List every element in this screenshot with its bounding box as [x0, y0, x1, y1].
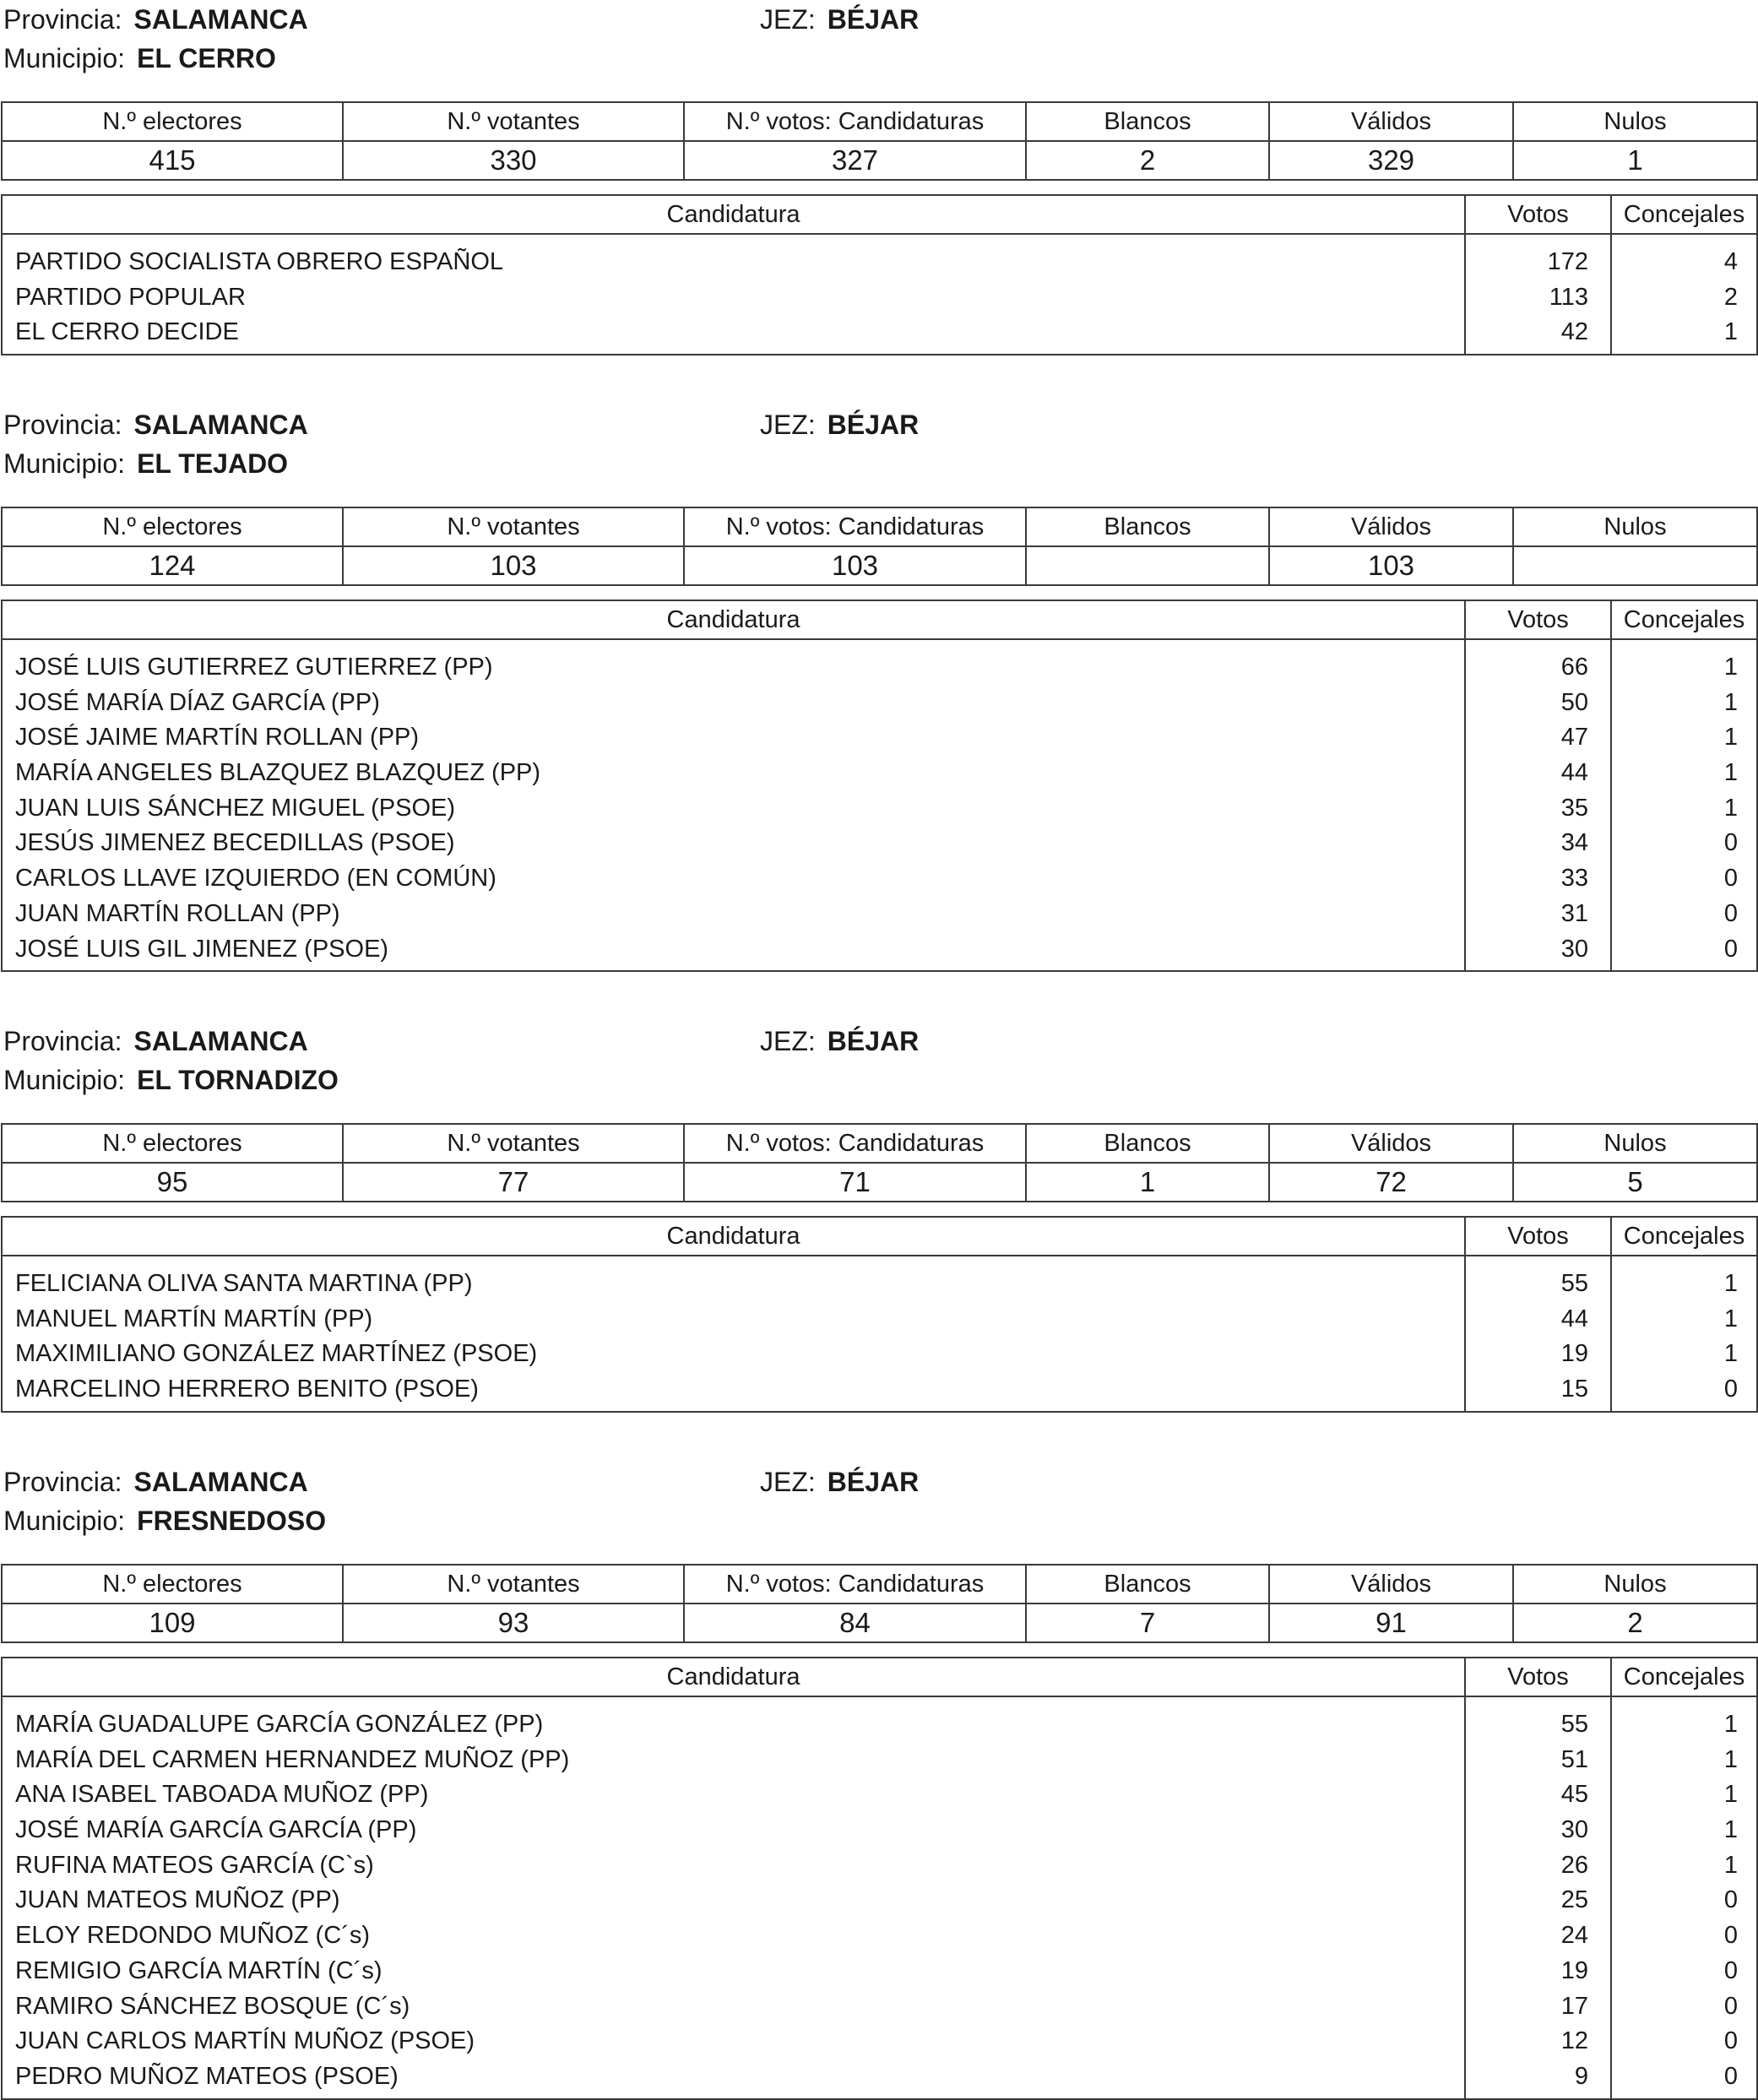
provincia-value: SALAMANCA	[133, 1026, 308, 1056]
candidate-concejales: 1	[1723, 688, 1738, 716]
candidate-votes: 50	[1560, 688, 1588, 716]
candidate-name: PARTIDO SOCIALISTA OBRERO ESPAÑOL	[15, 248, 504, 275]
validos-header: Válidos	[1269, 1565, 1513, 1603]
candidate-name: MARÍA DEL CARMEN HERNANDEZ MUÑOZ (PP)	[15, 1745, 570, 1773]
candidate-votes: 33	[1560, 865, 1588, 893]
candidate-votes: 9	[1574, 2062, 1588, 2090]
candidate-concejales: 0	[1723, 1956, 1738, 1984]
block-header	[0, 1022, 1758, 1099]
candidate-votes: 45	[1560, 1781, 1588, 1809]
candidate-concejales: 1	[1723, 318, 1738, 346]
candidates-header-row	[2, 600, 1757, 639]
summary-value-row	[2, 1603, 1757, 1642]
municipio-line	[3, 39, 276, 78]
nulos-header: Nulos	[1513, 1565, 1757, 1603]
jez-label: JEZ:	[760, 1026, 816, 1056]
votantes-header: N.º votantes	[343, 1565, 684, 1603]
candidatura-header: Candidatura	[2, 1658, 1465, 1696]
candidate-votes: 42	[1560, 318, 1588, 346]
candidate-concejales: 1	[1723, 1851, 1738, 1879]
electores-value: 415	[2, 141, 343, 180]
provincia-line	[3, 1462, 308, 1501]
votantes-header: N.º votantes	[343, 102, 684, 141]
candidate-votes: 34	[1560, 829, 1588, 857]
candidate-name: JOSÉ MARÍA DÍAZ GARCÍA (PP)	[15, 688, 380, 716]
candidate-name: CARLOS LLAVE IZQUIERDO (EN COMÚN)	[15, 865, 496, 893]
nulos-header: Nulos	[1513, 102, 1757, 141]
candidates-header-row	[2, 1217, 1757, 1256]
validos-value: 72	[1269, 1163, 1513, 1202]
candidate-votes: 55	[1560, 1270, 1588, 1297]
provincia-value: SALAMANCA	[133, 1467, 308, 1497]
provincia-value: SALAMANCA	[133, 4, 308, 35]
municipio-line	[3, 1061, 339, 1099]
candidate-names-column	[2, 639, 1465, 971]
candidate-votes: 26	[1560, 1851, 1588, 1879]
candidates-header-row	[2, 195, 1757, 234]
validos-value: 329	[1269, 141, 1513, 180]
blancos-header: Blancos	[1026, 507, 1269, 546]
candidate-name: JUAN MATEOS MUÑOZ (PP)	[15, 1886, 340, 1914]
electores-value: 124	[2, 546, 343, 585]
block-header	[0, 1462, 1758, 1540]
votos-candidaturas-header: N.º votos: Candidaturas	[684, 1124, 1026, 1163]
candidate-concejales: 1	[1723, 1816, 1738, 1844]
candidate-name: MANUEL MARTÍN MARTÍN (PP)	[15, 1305, 373, 1332]
candidate-votes: 19	[1560, 1956, 1588, 1984]
candidate-name: RAMIRO SÁNCHEZ BOSQUE (C´s)	[15, 1992, 410, 2020]
summary-header-row	[2, 1124, 1757, 1163]
municipality-block-el-tejado	[0, 405, 1758, 963]
candidates-table	[1, 1657, 1758, 2100]
municipality-block-el-tornadizo	[0, 1022, 1758, 1410]
summary-table	[1, 1564, 1758, 1643]
candidate-concejales: 1	[1723, 759, 1738, 787]
candidate-concejales: 0	[1723, 899, 1738, 927]
candidatura-header: Candidatura	[2, 600, 1465, 639]
summary-table	[1, 101, 1758, 181]
candidate-concejales: 1	[1723, 724, 1738, 752]
candidate-concejales-column	[1611, 234, 1757, 355]
jez-value: BÉJAR	[827, 1467, 920, 1497]
nulos-header: Nulos	[1513, 507, 1757, 546]
municipio-value: EL TORNADIZO	[137, 1065, 339, 1095]
candidates-body	[2, 1696, 1757, 2099]
provincia-line	[3, 1022, 308, 1061]
jez-line	[760, 405, 919, 444]
candidate-name: JOSÉ LUIS GUTIERREZ GUTIERREZ (PP)	[15, 654, 493, 681]
blancos-value	[1026, 546, 1269, 585]
jez-label: JEZ:	[760, 4, 816, 35]
candidate-name: JESÚS JIMENEZ BECEDILLAS (PSOE)	[15, 829, 455, 857]
provincia-line	[3, 405, 308, 444]
blancos-value: 1	[1026, 1163, 1269, 1202]
candidate-concejales: 1	[1723, 1340, 1738, 1368]
votos-candidaturas-value: 103	[684, 546, 1026, 585]
candidate-votes: 30	[1560, 1816, 1588, 1844]
jez-label: JEZ:	[760, 1467, 816, 1497]
candidate-name: JUAN MARTÍN ROLLAN (PP)	[15, 899, 340, 927]
votantes-value: 103	[343, 546, 684, 585]
candidatura-header: Candidatura	[2, 195, 1465, 234]
provincia-label: Provincia:	[3, 410, 122, 440]
validos-value: 91	[1269, 1603, 1513, 1642]
candidate-concejales: 1	[1723, 1305, 1738, 1332]
candidate-votes-column	[1465, 639, 1611, 971]
votos-header: Votos	[1465, 195, 1611, 234]
municipio-value: EL TEJADO	[137, 448, 289, 479]
votos-candidaturas-value: 71	[684, 1163, 1026, 1202]
candidate-name: JOSÉ MARÍA GARCÍA GARCÍA (PP)	[15, 1816, 417, 1844]
nulos-value: 1	[1513, 141, 1757, 180]
jez-value: BÉJAR	[827, 4, 920, 35]
candidates-body	[2, 234, 1757, 355]
votos-header: Votos	[1465, 1217, 1611, 1256]
candidate-votes-column	[1465, 1696, 1611, 2099]
votantes-value: 93	[343, 1603, 684, 1642]
jez-label: JEZ:	[760, 410, 816, 440]
candidate-concejales: 0	[1723, 1992, 1738, 2020]
municipio-line	[3, 1501, 326, 1540]
candidate-name: MARCELINO HERRERO BENITO (PSOE)	[15, 1376, 479, 1403]
candidate-votes: 17	[1560, 1992, 1588, 2020]
candidate-name: JUAN CARLOS MARTÍN MUÑOZ (PSOE)	[15, 2027, 475, 2055]
concejales-header: Concejales	[1611, 195, 1757, 234]
candidate-names-column	[2, 1256, 1465, 1412]
candidate-name: JOSÉ JAIME MARTÍN ROLLAN (PP)	[15, 724, 420, 752]
candidates-header-row	[2, 1658, 1757, 1696]
candidate-votes: 113	[1549, 283, 1588, 311]
candidate-concejales: 0	[1723, 2062, 1738, 2090]
municipio-line	[3, 444, 288, 483]
votos-header: Votos	[1465, 1658, 1611, 1696]
votos-candidaturas-value: 84	[684, 1603, 1026, 1642]
candidate-name: RUFINA MATEOS GARCÍA (C`s)	[15, 1851, 374, 1879]
candidate-name: ANA ISABEL TABOADA MUÑOZ (PP)	[15, 1781, 429, 1809]
candidate-votes: 15	[1560, 1376, 1588, 1403]
concejales-header: Concejales	[1611, 1217, 1757, 1256]
block-header	[0, 405, 1758, 483]
votos-candidaturas-header: N.º votos: Candidaturas	[684, 1565, 1026, 1603]
validos-header: Válidos	[1269, 1124, 1513, 1163]
blancos-header: Blancos	[1026, 1565, 1269, 1603]
candidates-table	[1, 600, 1758, 972]
concejales-header: Concejales	[1611, 1658, 1757, 1696]
candidate-name: FELICIANA OLIVA SANTA MARTINA (PP)	[15, 1270, 473, 1297]
nulos-value: 2	[1513, 1603, 1757, 1642]
jez-line	[760, 0, 919, 39]
votos-candidaturas-header: N.º votos: Candidaturas	[684, 102, 1026, 141]
municipio-label: Municipio:	[3, 43, 126, 73]
jez-value: BÉJAR	[827, 410, 920, 440]
electores-header: N.º electores	[2, 507, 343, 546]
candidate-votes: 172	[1547, 248, 1588, 275]
concejales-header: Concejales	[1611, 600, 1757, 639]
municipality-block-el-cerro	[0, 0, 1758, 355]
blancos-value: 2	[1026, 141, 1269, 180]
candidate-concejales-column	[1611, 1256, 1757, 1412]
candidate-concejales: 0	[1723, 1376, 1738, 1403]
candidate-name: JUAN LUIS SÁNCHEZ MIGUEL (PSOE)	[15, 794, 456, 822]
nulos-value	[1513, 546, 1757, 585]
candidate-name: MARÍA GUADALUPE GARCÍA GONZÁLEZ (PP)	[15, 1711, 544, 1738]
summary-header-row	[2, 1565, 1757, 1603]
summary-table	[1, 507, 1758, 586]
candidate-votes: 44	[1560, 759, 1588, 787]
provincia-label: Provincia:	[3, 1026, 122, 1056]
block-header	[0, 0, 1758, 78]
candidate-concejales: 0	[1723, 829, 1738, 857]
candidate-name: MAXIMILIANO GONZÁLEZ MARTÍNEZ (PSOE)	[15, 1340, 538, 1368]
votos-candidaturas-header: N.º votos: Candidaturas	[684, 507, 1026, 546]
summary-value-row	[2, 141, 1757, 180]
jez-line	[760, 1462, 919, 1501]
candidates-body	[2, 1256, 1757, 1412]
validos-header: Válidos	[1269, 507, 1513, 546]
summary-table	[1, 1123, 1758, 1202]
municipio-label: Municipio:	[3, 448, 126, 479]
electores-value: 109	[2, 1603, 343, 1642]
blancos-header: Blancos	[1026, 1124, 1269, 1163]
votantes-header: N.º votantes	[343, 507, 684, 546]
municipio-value: FRESNEDOSO	[137, 1506, 327, 1536]
validos-value: 103	[1269, 546, 1513, 585]
candidate-concejales: 1	[1723, 654, 1738, 681]
candidate-concejales: 0	[1723, 935, 1738, 963]
candidate-votes: 35	[1560, 794, 1588, 822]
candidate-concejales: 2	[1723, 283, 1738, 311]
votantes-value: 77	[343, 1163, 684, 1202]
votos-candidaturas-value: 327	[684, 141, 1026, 180]
candidate-votes: 25	[1560, 1886, 1588, 1914]
electores-header: N.º electores	[2, 1565, 343, 1603]
candidatura-header: Candidatura	[2, 1217, 1465, 1256]
candidate-votes: 30	[1560, 935, 1588, 963]
candidate-concejales: 1	[1723, 1781, 1738, 1809]
summary-value-row	[2, 546, 1757, 585]
candidate-votes: 44	[1560, 1305, 1588, 1332]
candidate-votes-column	[1465, 1256, 1611, 1412]
provincia-label: Provincia:	[3, 4, 122, 35]
candidate-votes: 24	[1560, 1922, 1588, 1950]
candidate-votes-column	[1465, 234, 1611, 355]
candidate-concejales: 0	[1723, 865, 1738, 893]
candidate-concejales-column	[1611, 1696, 1757, 2099]
candidate-concejales: 1	[1723, 1270, 1738, 1297]
candidate-concejales: 0	[1723, 1886, 1738, 1914]
electores-header: N.º electores	[2, 102, 343, 141]
candidate-concejales: 0	[1723, 1922, 1738, 1950]
jez-value: BÉJAR	[827, 1026, 920, 1056]
candidate-votes: 19	[1560, 1340, 1588, 1368]
candidate-concejales: 1	[1723, 1745, 1738, 1773]
candidate-concejales: 1	[1723, 1711, 1738, 1738]
provincia-line	[3, 0, 308, 39]
candidate-concejales: 4	[1723, 248, 1738, 275]
candidate-name: JOSÉ LUIS GIL JIMENEZ (PSOE)	[15, 935, 389, 963]
candidate-name: EL CERRO DECIDE	[15, 318, 239, 346]
candidate-votes: 12	[1560, 2027, 1588, 2055]
summary-value-row	[2, 1163, 1757, 1202]
candidate-votes: 66	[1560, 654, 1588, 681]
candidate-votes: 51	[1560, 1745, 1588, 1773]
votantes-header: N.º votantes	[343, 1124, 684, 1163]
candidate-name: MARÍA ANGELES BLAZQUEZ BLAZQUEZ (PP)	[15, 759, 541, 787]
candidate-votes: 47	[1560, 724, 1588, 752]
municipio-label: Municipio:	[3, 1506, 126, 1536]
candidate-name: PEDRO MUÑOZ MATEOS (PSOE)	[15, 2062, 399, 2090]
municipio-value: EL CERRO	[137, 43, 276, 73]
blancos-value: 7	[1026, 1603, 1269, 1642]
municipio-label: Municipio:	[3, 1065, 126, 1095]
candidate-names-column	[2, 1696, 1465, 2099]
provincia-value: SALAMANCA	[133, 410, 308, 440]
candidate-name: ELOY REDONDO MUÑOZ (C´s)	[15, 1922, 370, 1950]
votantes-value: 330	[343, 141, 684, 180]
candidate-concejales: 1	[1723, 794, 1738, 822]
candidate-name: PARTIDO POPULAR	[15, 283, 246, 311]
candidates-table	[1, 1216, 1758, 1413]
electores-value: 95	[2, 1163, 343, 1202]
summary-header-row	[2, 507, 1757, 546]
votos-header: Votos	[1465, 600, 1611, 639]
candidate-votes: 55	[1560, 1711, 1588, 1738]
municipality-block-fresnedoso	[0, 1462, 1758, 2092]
candidate-names-column	[2, 234, 1465, 355]
candidate-name: REMIGIO GARCÍA MARTÍN (C´s)	[15, 1956, 383, 1984]
nulos-header: Nulos	[1513, 1124, 1757, 1163]
jez-line	[760, 1022, 919, 1061]
electores-header: N.º electores	[2, 1124, 343, 1163]
candidate-concejales-column	[1611, 639, 1757, 971]
blancos-header: Blancos	[1026, 102, 1269, 141]
nulos-value: 5	[1513, 1163, 1757, 1202]
summary-header-row	[2, 102, 1757, 141]
candidate-votes: 31	[1560, 899, 1588, 927]
provincia-label: Provincia:	[3, 1467, 122, 1497]
candidates-table	[1, 194, 1758, 355]
candidate-concejales: 0	[1723, 2027, 1738, 2055]
candidates-body	[2, 639, 1757, 971]
validos-header: Válidos	[1269, 102, 1513, 141]
